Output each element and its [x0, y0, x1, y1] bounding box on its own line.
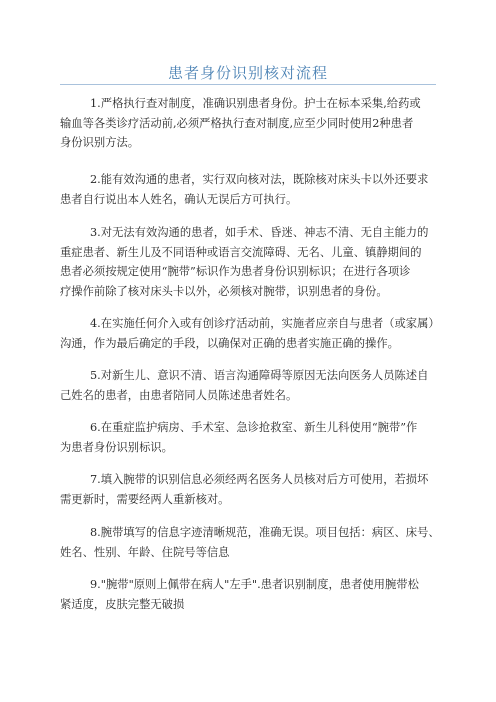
- paragraph-line: 5.对新生儿、意识不清、语言沟通障碍等原因无法向医务人员陈述自: [90, 369, 429, 382]
- paragraph-5: [60, 366, 442, 405]
- paragraph-line: 姓名、性别、年龄、住院号等信息: [60, 545, 230, 559]
- paragraph-2: [60, 170, 442, 209]
- paragraph-line: 身份识别方法。: [60, 136, 140, 149]
- page-title: 患者身份识别核对流程: [167, 64, 328, 82]
- paragraph-line: 1.严格执行查对制度，准确识别患者身份。护士在标本采集,给药或: [90, 97, 421, 110]
- paragraph-line: 6.在重症监护病房、手术室、急诊抢救室、新生儿科使用“腕带”作: [90, 421, 418, 434]
- paragraph-line: 3.对无法有效沟通的患者，如手术、昏迷、神志不清、无自主能力的: [90, 226, 429, 239]
- paragraph-1: [60, 94, 442, 153]
- paragraph-line: 为患者身份识别标识。: [60, 440, 173, 454]
- paragraph-7: [60, 470, 442, 509]
- title-divider: [60, 84, 436, 85]
- paragraph-line: 输血等各类诊疗活动前,必须严格执行查对制度,应至少同时使用2种患者: [60, 116, 414, 130]
- paragraph-4: [60, 314, 442, 353]
- paragraph-9: [60, 575, 442, 614]
- paragraph-line: 疗操作前除了核对床头卡以外，必须核对腕带，识别患者的身份。: [60, 284, 388, 298]
- paragraph-line: 沟通，作为最后确定的手段，以确保对正确的患者实施正确的操作。: [60, 336, 399, 350]
- paragraph-line: 8.腕带填写的信息字迹清晰规范，准确无误。项目包括：病区、床号、: [90, 526, 440, 539]
- paragraph-line: 患者自行说出本人姓名，确认无误后方可执行。: [60, 192, 298, 206]
- paragraph-line: 7.填入腕带的识别信息必须经两名医务人员核对后方可使用，若损坏: [90, 473, 429, 486]
- paragraph-line: 紧适度，皮肤完整无破损: [60, 597, 185, 611]
- paragraph-line: 重症患者、新生儿及不同语种或语言交流障碍、无名、儿童、镇静期间的: [60, 245, 422, 259]
- paragraph-3: [60, 223, 442, 301]
- paragraph-line: 需更新时，需要经两人重新核对。: [60, 492, 230, 506]
- paragraph-line: 4.在实施任何介入或有创诊疗活动前，实施者应亲自与患者（或家属）: [90, 317, 440, 330]
- paragraph-line: 己姓名的患者，由患者陪同人员陈述患者姓名。: [60, 388, 298, 402]
- paragraph-8: [60, 523, 442, 562]
- paragraph-line: 9."腕带"原则上佩带在病人"左手".患者识别制度，患者使用腕带松: [90, 578, 419, 591]
- paragraph-6: [60, 418, 442, 457]
- paragraph-line: 2.能有效沟通的患者，实行双向核对法，既除核对床头卡以外还要求: [90, 173, 429, 186]
- paragraph-line: 患者必须按规定使用“腕带”标识作为患者身份识别标识；在进行各项诊: [60, 265, 411, 278]
